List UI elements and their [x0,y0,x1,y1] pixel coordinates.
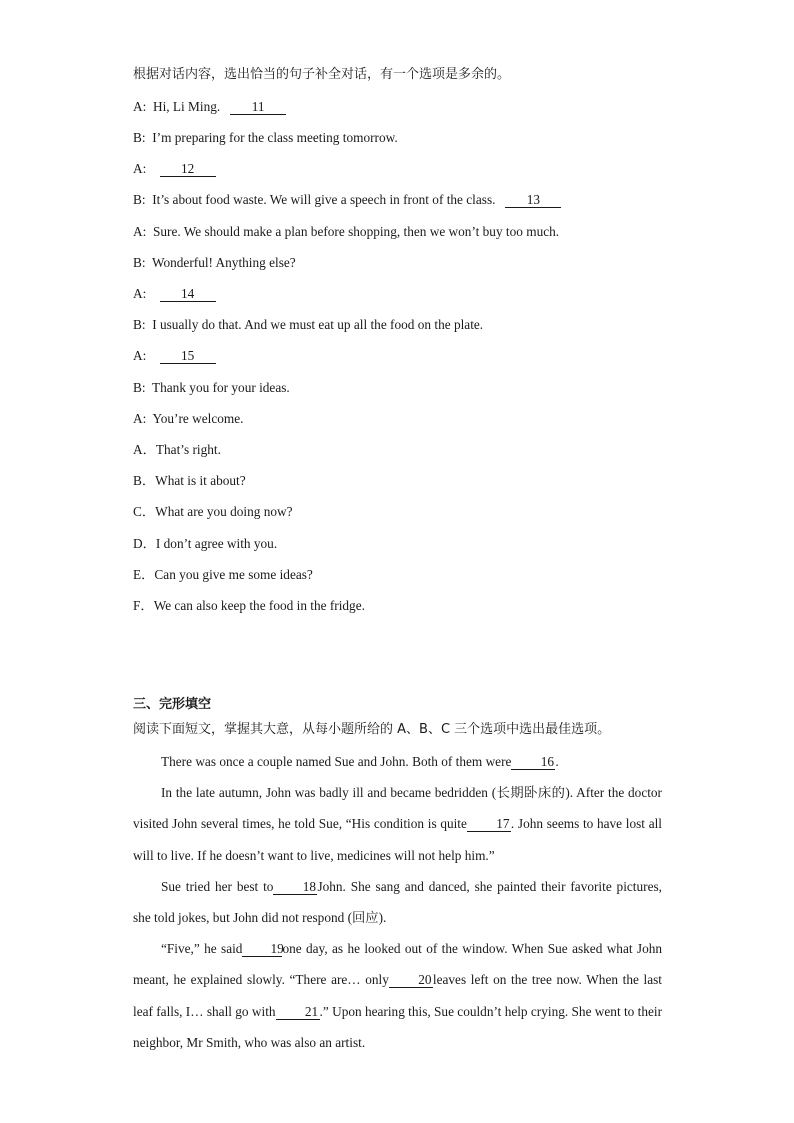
option-text: I don’t agree with you. [155,536,278,551]
passage-text: . John seems to have lost all will to live. If he doesn’t want to live, medicines will not help him.” [133,816,662,863]
dialogue-line [133,316,483,334]
dialogue-line [133,129,398,147]
passage-text: one day, as he looked out of the window. When Sue asked what John meant, he explained slowly. “There are… only [133,941,663,988]
dialogue-instruction: 根据对话内容，选出恰当的句子补全对话，有一个选项是多余的。 [133,67,511,82]
dialogue-text: Sure. We should make a plan before shopping, then we won’t buy too much. [152,224,560,239]
passage-text: .” Upon hearing this, Sue couldn’t help crying. She went to their neighbor, Mr Smith, who was also an artist. [133,1003,662,1050]
option-e [133,566,313,584]
passage-paragraph-4 [133,933,662,1058]
option-b [133,472,246,490]
option-text: We can also keep the food in the fridge. [153,598,365,613]
passage-paragraph-1 [133,746,662,777]
dialogue-line [133,379,290,397]
passage-text: . [555,754,559,769]
answer-blank[interactable]: 12 [160,161,216,177]
option-text: That’s right. [155,442,221,457]
passage-text: John. She sang and danced, she painted their favorite pictures, she told jokes, but John did not respond (回应). [133,879,662,926]
passage-text: “Five,” he said [161,941,243,956]
option-text: What are you doing now? [155,504,293,519]
answer-blank[interactable]: 11 [230,99,286,115]
answer-blank[interactable]: 14 [160,286,216,302]
dialogue-text: Hi, Li Ming. [152,99,221,114]
dialogue-text: It’s about food waste. We will give a speech in front of the class. [152,192,496,207]
option-d [133,535,277,553]
option-text: What is it about? [155,473,246,488]
option-letter: A． [133,442,156,457]
dialogue-text: I usually do that. And we must eat up all the food on the plate. [152,317,484,332]
option-letter: C． [133,504,156,519]
speaker-label: B: [133,130,146,145]
dialogue-line [133,191,561,209]
speaker-label: B: [133,317,146,332]
option-f [133,597,365,615]
speaker-label: A: [133,411,147,426]
option-letter: F． [133,598,154,613]
option-letter: B． [133,473,156,488]
speaker-label: A: [133,161,147,176]
dialogue-text: Thank you for your ideas. [152,380,290,395]
dialogue-line [133,98,286,116]
answer-blank[interactable]: 13 [505,192,561,208]
speaker-label: B: [133,255,146,270]
option-a [133,441,221,459]
dialogue-line [133,160,216,178]
passage-paragraph-3 [133,871,662,934]
speaker-label: A: [133,348,147,363]
dialogue-line [133,285,216,303]
speaker-label: B: [133,192,146,207]
answer-blank[interactable]: 17 [467,816,511,832]
dialogue-line [133,223,559,241]
passage-paragraph-2 [133,777,662,871]
speaker-label: A: [133,224,147,239]
answer-blank[interactable]: 15 [160,348,216,364]
dialogue-line [133,410,243,428]
dialogue-text: You’re welcome. [152,411,244,426]
answer-blank[interactable]: 16 [511,754,555,770]
passage-text: In the late autumn, John was badly ill and became bedridden (长期卧床的). After the doctor visited John several times, he told Sue, “His condition is quite [133,785,662,832]
answer-blank[interactable]: 18 [273,879,317,895]
answer-blank[interactable]: 19 [242,941,282,957]
option-letter: D． [133,536,156,551]
speaker-label: B: [133,380,146,395]
dialogue-text: I’m preparing for the class meeting tomorrow. [152,130,398,145]
section-heading: 三、完形填空 [133,697,212,712]
cloze-instruction: 阅读下面短文，掌握其大意，从每小题所给的 A、B、C 三个选项中选出最佳选项。 [133,722,611,737]
dialogue-line [133,254,296,272]
option-letter: E． [133,567,155,582]
passage-text: There was once a couple named Sue and John. Both of them were [161,754,512,769]
dialogue-line [133,347,216,365]
speaker-label: A: [133,99,147,114]
speaker-label: A: [133,286,147,301]
option-text: Can you give me some ideas? [154,567,313,582]
option-c [133,503,293,521]
passage-text: leaves left on the tree now. When the last leaf falls, I… shall go with [133,972,662,1019]
answer-blank[interactable]: 20 [389,972,433,988]
dialogue-text: Wonderful! Anything else? [152,255,296,270]
answer-blank[interactable]: 21 [276,1004,320,1020]
passage-text: Sue tried her best to [161,879,274,894]
